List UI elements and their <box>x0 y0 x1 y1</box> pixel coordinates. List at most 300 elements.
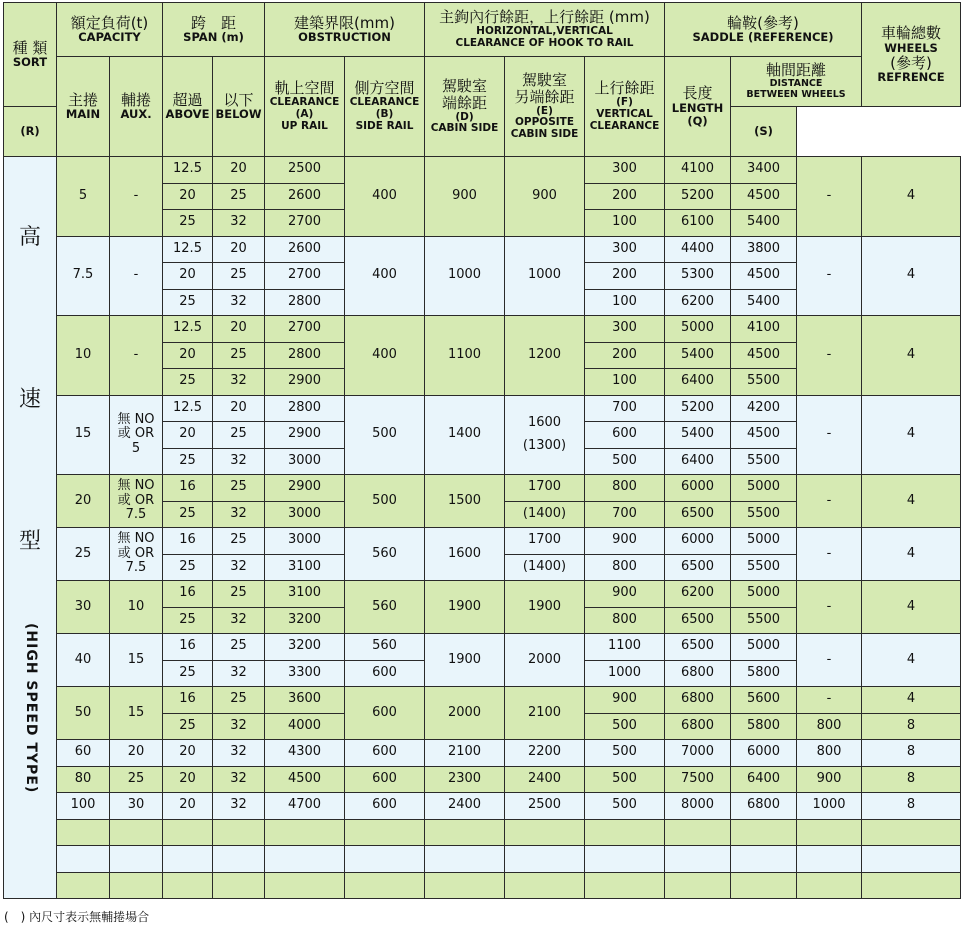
main-capacity: 25 <box>57 528 110 581</box>
vertical-f: 500 <box>585 448 665 475</box>
opposite-cabin-e: 1600 (1300) <box>505 395 585 475</box>
span-above: 16 <box>163 634 213 661</box>
empty-row <box>4 846 961 873</box>
clearance-a: 4000 <box>265 713 345 740</box>
length-q: 6200 <box>665 581 731 608</box>
vertical-f: 800 <box>585 607 665 634</box>
vertical-f: 100 <box>585 369 665 396</box>
span-above: 25 <box>163 660 213 687</box>
distance-r: 6400 <box>731 766 797 793</box>
clearance-b: 500 <box>345 475 425 528</box>
distance-s: - <box>797 528 862 581</box>
cabin-side-d: 1900 <box>425 634 505 687</box>
distance-r: 5400 <box>731 289 797 316</box>
above-header: 超過 ABOVE <box>163 57 213 157</box>
wheels-header: 車輪總數 WHEELS (參考) REFRENCE <box>862 3 961 107</box>
length-q: 6400 <box>665 448 731 475</box>
length-q: 6200 <box>665 289 731 316</box>
empty-cell <box>265 846 345 873</box>
distance-r: 5500 <box>731 448 797 475</box>
s-header: (S) <box>731 107 797 157</box>
distance-s: - <box>797 475 862 528</box>
vertical-f: 200 <box>585 342 665 369</box>
wheels-count: 4 <box>862 634 961 687</box>
span-below: 25 <box>213 687 265 714</box>
span-above: 12.5 <box>163 316 213 343</box>
length-q: 4400 <box>665 236 731 263</box>
table-row <box>4 634 961 661</box>
footnote: ( ) 內尺寸表示無輔捲場合 <box>4 910 150 924</box>
distance-r: 4500 <box>731 183 797 210</box>
aux-capacity: - <box>110 157 163 237</box>
span-above: 25 <box>163 448 213 475</box>
table-row <box>4 766 961 793</box>
aux-capacity: 10 <box>110 581 163 634</box>
length-q: 6000 <box>665 475 731 502</box>
capacity-header: 額定負荷(t) CAPACITY <box>57 3 163 57</box>
clearance-a: 2600 <box>265 236 345 263</box>
sort-label-cell <box>4 157 57 899</box>
aux-capacity: 25 <box>110 766 163 793</box>
distance-r: 5000 <box>731 634 797 661</box>
main-capacity: 7.5 <box>57 236 110 316</box>
distance-r: 5400 <box>731 210 797 237</box>
clearance-b: 600 <box>345 687 425 740</box>
sort-header: 種 類 SORT <box>4 3 57 107</box>
clearance-b: 400 <box>345 157 425 237</box>
wheels-count: 4 <box>862 316 961 396</box>
empty-cell <box>425 872 505 899</box>
length-q: 7000 <box>665 740 731 767</box>
distance-r: 3400 <box>731 157 797 184</box>
table-row <box>4 528 961 555</box>
clearance-a: 4700 <box>265 793 345 820</box>
main-header: 主捲 MAIN <box>57 57 110 157</box>
empty-cell <box>163 846 213 873</box>
empty-cell <box>585 819 665 846</box>
vertical-f: 700 <box>585 501 665 528</box>
opposite-cabin-e: 1000 <box>505 236 585 316</box>
empty-cell <box>425 846 505 873</box>
opposite-cabin-e: 2500 <box>505 793 585 820</box>
wheels-count: 8 <box>862 766 961 793</box>
table-row <box>4 793 961 820</box>
distance-s: 1000 <box>797 793 862 820</box>
clearance-a: 2500 <box>265 157 345 184</box>
aux-capacity: 無 NO 或 OR 7.5 <box>110 475 163 528</box>
empty-cell <box>213 846 265 873</box>
cabin-side-d: 2300 <box>425 766 505 793</box>
distance-s: 800 <box>797 713 862 740</box>
empty-cell <box>110 846 163 873</box>
clearance-b: 560 <box>345 634 425 661</box>
length-q: 5000 <box>665 316 731 343</box>
empty-cell <box>213 872 265 899</box>
span-below: 20 <box>213 157 265 184</box>
span-below: 32 <box>213 713 265 740</box>
span-below: 25 <box>213 634 265 661</box>
vertical-f: 800 <box>585 475 665 502</box>
opposite-cabin-e: (1400) <box>505 554 585 581</box>
clearance-a: 4300 <box>265 740 345 767</box>
distance-r: 6800 <box>731 793 797 820</box>
empty-cell <box>265 872 345 899</box>
clearance-a: 3000 <box>265 528 345 555</box>
clearance-b: 560 <box>345 581 425 634</box>
wheels-count: 4 <box>862 687 961 714</box>
opposite-cabin-e: 900 <box>505 157 585 237</box>
hook-clearance-header: 主鉤內行餘距，上行餘距 (mm) HORIZONTAL,VERTICAL CLEARANCE OF HOOK TO RAIL <box>425 3 665 57</box>
vertical-f: 500 <box>585 766 665 793</box>
distance-r: 5800 <box>731 660 797 687</box>
length-q: 6500 <box>665 554 731 581</box>
cabin-side-d: 1600 <box>425 528 505 581</box>
opposite-cabin-e: 2400 <box>505 766 585 793</box>
length-q-header: 長度 LENGTH (Q) <box>665 57 731 157</box>
clearance-a: 2700 <box>265 263 345 290</box>
table-row <box>4 395 961 422</box>
distance-r: 5800 <box>731 713 797 740</box>
vertical-f-header: 上行餘距 (F) VERTICAL CLEARANCE <box>585 57 665 157</box>
distance-r: 4100 <box>731 316 797 343</box>
clearance-b: 600 <box>345 793 425 820</box>
distance-r: 5000 <box>731 528 797 555</box>
clearance-b: 400 <box>345 236 425 316</box>
opposite-cabin-e: 2000 <box>505 634 585 687</box>
vertical-f: 500 <box>585 740 665 767</box>
opposite-cabin-e: 1700 <box>505 475 585 502</box>
span-above: 25 <box>163 554 213 581</box>
empty-cell <box>213 819 265 846</box>
distance-r: 5500 <box>731 369 797 396</box>
length-q: 5200 <box>665 395 731 422</box>
obstruction-header: 建築界限(mm) OBSTRUCTION <box>265 3 425 57</box>
distance-s: - <box>797 316 862 396</box>
length-q: 5300 <box>665 263 731 290</box>
clearance-b: 600 <box>345 766 425 793</box>
clearance-a: 3600 <box>265 687 345 714</box>
vertical-f: 900 <box>585 528 665 555</box>
vertical-f: 300 <box>585 157 665 184</box>
table-row <box>4 581 961 608</box>
main-capacity: 5 <box>57 157 110 237</box>
empty-cell <box>57 872 110 899</box>
span-below: 32 <box>213 554 265 581</box>
empty-cell <box>797 819 862 846</box>
vertical-f: 300 <box>585 236 665 263</box>
span-above: 16 <box>163 581 213 608</box>
distance-s: - <box>797 236 862 316</box>
main-capacity: 60 <box>57 740 110 767</box>
empty-cell <box>57 846 110 873</box>
vertical-f: 200 <box>585 263 665 290</box>
opposite-cabin-e: 1900 <box>505 581 585 634</box>
header-row-2 <box>4 57 961 107</box>
empty-cell <box>797 872 862 899</box>
vertical-f: 600 <box>585 422 665 449</box>
span-below: 25 <box>213 342 265 369</box>
wheels-count: 8 <box>862 740 961 767</box>
distance-s: 900 <box>797 766 862 793</box>
vertical-f: 200 <box>585 183 665 210</box>
span-above: 20 <box>163 766 213 793</box>
length-q: 6500 <box>665 634 731 661</box>
sort-label-en: (HIGH SPEED TYPE) <box>22 623 39 794</box>
length-q: 6800 <box>665 713 731 740</box>
distance-r: 4200 <box>731 395 797 422</box>
main-capacity: 20 <box>57 475 110 528</box>
distance-s: - <box>797 634 862 687</box>
wheels-count: 4 <box>862 475 961 528</box>
length-q: 6400 <box>665 369 731 396</box>
distance-s: - <box>797 395 862 475</box>
cabin-side-d: 2000 <box>425 687 505 740</box>
distance-s: - <box>797 687 862 714</box>
span-above: 12.5 <box>163 157 213 184</box>
vertical-f: 800 <box>585 554 665 581</box>
span-above: 20 <box>163 263 213 290</box>
aux-capacity: 無 NO 或 OR 5 <box>110 395 163 475</box>
distance-s: - <box>797 157 862 237</box>
clearance-b: 560 <box>345 528 425 581</box>
main-capacity: 100 <box>57 793 110 820</box>
empty-cell <box>665 846 731 873</box>
span-above: 25 <box>163 607 213 634</box>
aux-capacity: 15 <box>110 634 163 687</box>
clearance-a: 3100 <box>265 554 345 581</box>
main-capacity: 50 <box>57 687 110 740</box>
clearance-a: 2800 <box>265 395 345 422</box>
cabin-side-d: 900 <box>425 157 505 237</box>
distance-header: 軸間距離 DISTANCE BETWEEN WHEELS <box>731 57 862 107</box>
main-capacity: 40 <box>57 634 110 687</box>
length-q: 6100 <box>665 210 731 237</box>
span-below: 32 <box>213 448 265 475</box>
cabin-side-d-header: 駕駛室 端餘距 (D) CABIN SIDE <box>425 57 505 157</box>
length-q: 6500 <box>665 501 731 528</box>
empty-cell <box>265 819 345 846</box>
clearance-a: 3000 <box>265 501 345 528</box>
span-above: 20 <box>163 793 213 820</box>
wheels-count: 4 <box>862 581 961 634</box>
wheels-count: 8 <box>862 793 961 820</box>
span-above: 20 <box>163 740 213 767</box>
wheels-count: 8 <box>862 713 961 740</box>
clearance-a: 2900 <box>265 422 345 449</box>
span-above: 16 <box>163 687 213 714</box>
span-below: 32 <box>213 607 265 634</box>
span-below: 32 <box>213 660 265 687</box>
span-above: 12.5 <box>163 236 213 263</box>
empty-cell <box>731 846 797 873</box>
clearance-b: 400 <box>345 316 425 396</box>
distance-r: 3800 <box>731 236 797 263</box>
opposite-cabin-e: 1200 <box>505 316 585 396</box>
clearance-b: 500 <box>345 395 425 475</box>
clearance-a: 2700 <box>265 316 345 343</box>
span-below: 25 <box>213 422 265 449</box>
empty-row <box>4 872 961 899</box>
cabin-side-d: 1400 <box>425 395 505 475</box>
length-q: 5400 <box>665 422 731 449</box>
span-below: 32 <box>213 793 265 820</box>
r-header: (R) <box>4 107 57 157</box>
opposite-cabin-e: 2200 <box>505 740 585 767</box>
cabin-side-d: 1000 <box>425 236 505 316</box>
length-q: 8000 <box>665 793 731 820</box>
span-below: 32 <box>213 766 265 793</box>
distance-r: 4500 <box>731 263 797 290</box>
vertical-f: 700 <box>585 395 665 422</box>
span-above: 20 <box>163 183 213 210</box>
empty-cell <box>862 819 961 846</box>
cabin-side-d: 1500 <box>425 475 505 528</box>
span-below: 20 <box>213 236 265 263</box>
span-above: 20 <box>163 422 213 449</box>
span-below: 20 <box>213 316 265 343</box>
clearance-b-header: 側方空間 CLEARANCE (B) SIDE RAIL <box>345 57 425 157</box>
distance-r: 4500 <box>731 342 797 369</box>
empty-cell <box>862 872 961 899</box>
aux-capacity: 30 <box>110 793 163 820</box>
span-above: 25 <box>163 713 213 740</box>
span-below: 25 <box>213 475 265 502</box>
saddle-header: 輪鞍(參考) SADDLE (REFERENCE) <box>665 3 862 57</box>
cabin-side-d: 1100 <box>425 316 505 396</box>
vertical-f: 900 <box>585 581 665 608</box>
span-below: 20 <box>213 395 265 422</box>
length-q: 4100 <box>665 157 731 184</box>
empty-cell <box>110 872 163 899</box>
distance-s: 800 <box>797 740 862 767</box>
empty-cell <box>665 819 731 846</box>
vertical-f: 1100 <box>585 634 665 661</box>
empty-cell <box>425 819 505 846</box>
clearance-b: 600 <box>345 740 425 767</box>
clearance-a: 3200 <box>265 634 345 661</box>
aux-capacity: - <box>110 236 163 316</box>
opposite-cabin-e: 1700 <box>505 528 585 555</box>
aux-capacity: 20 <box>110 740 163 767</box>
span-above: 25 <box>163 289 213 316</box>
table-row <box>4 236 961 263</box>
span-below: 32 <box>213 501 265 528</box>
aux-capacity: 無 NO 或 OR 7.5 <box>110 528 163 581</box>
sort-char: 型 <box>18 529 41 554</box>
aux-header: 輔捲 AUX. <box>110 57 163 157</box>
empty-row <box>4 819 961 846</box>
length-q: 5200 <box>665 183 731 210</box>
length-q: 6800 <box>665 687 731 714</box>
vertical-f: 1000 <box>585 660 665 687</box>
clearance-a: 2600 <box>265 183 345 210</box>
distance-s: - <box>797 581 862 634</box>
length-q: 6800 <box>665 660 731 687</box>
table-body <box>4 157 961 899</box>
span-header: 跨 距 SPAN (m) <box>163 3 265 57</box>
empty-cell <box>585 872 665 899</box>
empty-cell <box>345 846 425 873</box>
empty-cell <box>345 819 425 846</box>
sort-char: 高 <box>18 225 41 250</box>
aux-capacity: - <box>110 316 163 396</box>
empty-cell <box>505 819 585 846</box>
cabin-side-d: 2400 <box>425 793 505 820</box>
clearance-a: 2900 <box>265 369 345 396</box>
header-row-1 <box>4 3 961 57</box>
empty-cell <box>665 872 731 899</box>
empty-cell <box>57 819 110 846</box>
vertical-f: 900 <box>585 687 665 714</box>
clearance-a: 4500 <box>265 766 345 793</box>
length-q: 7500 <box>665 766 731 793</box>
span-above: 16 <box>163 528 213 555</box>
main-capacity: 15 <box>57 395 110 475</box>
span-above: 25 <box>163 210 213 237</box>
length-q: 5400 <box>665 342 731 369</box>
span-above: 16 <box>163 475 213 502</box>
span-below: 32 <box>213 289 265 316</box>
span-below: 32 <box>213 369 265 396</box>
vertical-f: 100 <box>585 289 665 316</box>
distance-r: 4500 <box>731 422 797 449</box>
empty-cell <box>505 872 585 899</box>
empty-cell <box>505 846 585 873</box>
table-row <box>4 740 961 767</box>
opposite-cabin-e: (1400) <box>505 501 585 528</box>
clearance-b: 600 <box>345 660 425 687</box>
sort-char: 速 <box>18 387 41 412</box>
cabin-side-d: 2100 <box>425 740 505 767</box>
vertical-f: 300 <box>585 316 665 343</box>
cabin-side-d: 1900 <box>425 581 505 634</box>
distance-r: 5500 <box>731 607 797 634</box>
span-below: 25 <box>213 528 265 555</box>
empty-cell <box>731 872 797 899</box>
clearance-a: 3300 <box>265 660 345 687</box>
aux-capacity: 15 <box>110 687 163 740</box>
span-above: 20 <box>163 342 213 369</box>
distance-r: 5500 <box>731 501 797 528</box>
crane-spec-table <box>3 2 961 899</box>
main-capacity: 10 <box>57 316 110 396</box>
table-row <box>4 475 961 502</box>
wheels-count: 4 <box>862 157 961 237</box>
span-below: 32 <box>213 740 265 767</box>
length-q: 6000 <box>665 528 731 555</box>
wheels-count: 4 <box>862 528 961 581</box>
clearance-a: 2800 <box>265 342 345 369</box>
span-above: 25 <box>163 501 213 528</box>
distance-r: 5500 <box>731 554 797 581</box>
span-above: 25 <box>163 369 213 396</box>
empty-cell <box>862 846 961 873</box>
clearance-a: 2900 <box>265 475 345 502</box>
distance-r: 5000 <box>731 581 797 608</box>
table-row <box>4 687 961 714</box>
clearance-a: 3000 <box>265 448 345 475</box>
span-above: 12.5 <box>163 395 213 422</box>
span-below: 25 <box>213 183 265 210</box>
opposite-cabin-e-header: 駕駛室 另端餘距 (E) OPPOSITE CABIN SIDE <box>505 57 585 157</box>
span-below: 25 <box>213 581 265 608</box>
clearance-a: 2800 <box>265 289 345 316</box>
empty-cell <box>585 846 665 873</box>
empty-cell <box>345 872 425 899</box>
empty-cell <box>163 872 213 899</box>
distance-r: 6000 <box>731 740 797 767</box>
distance-r: 5000 <box>731 475 797 502</box>
